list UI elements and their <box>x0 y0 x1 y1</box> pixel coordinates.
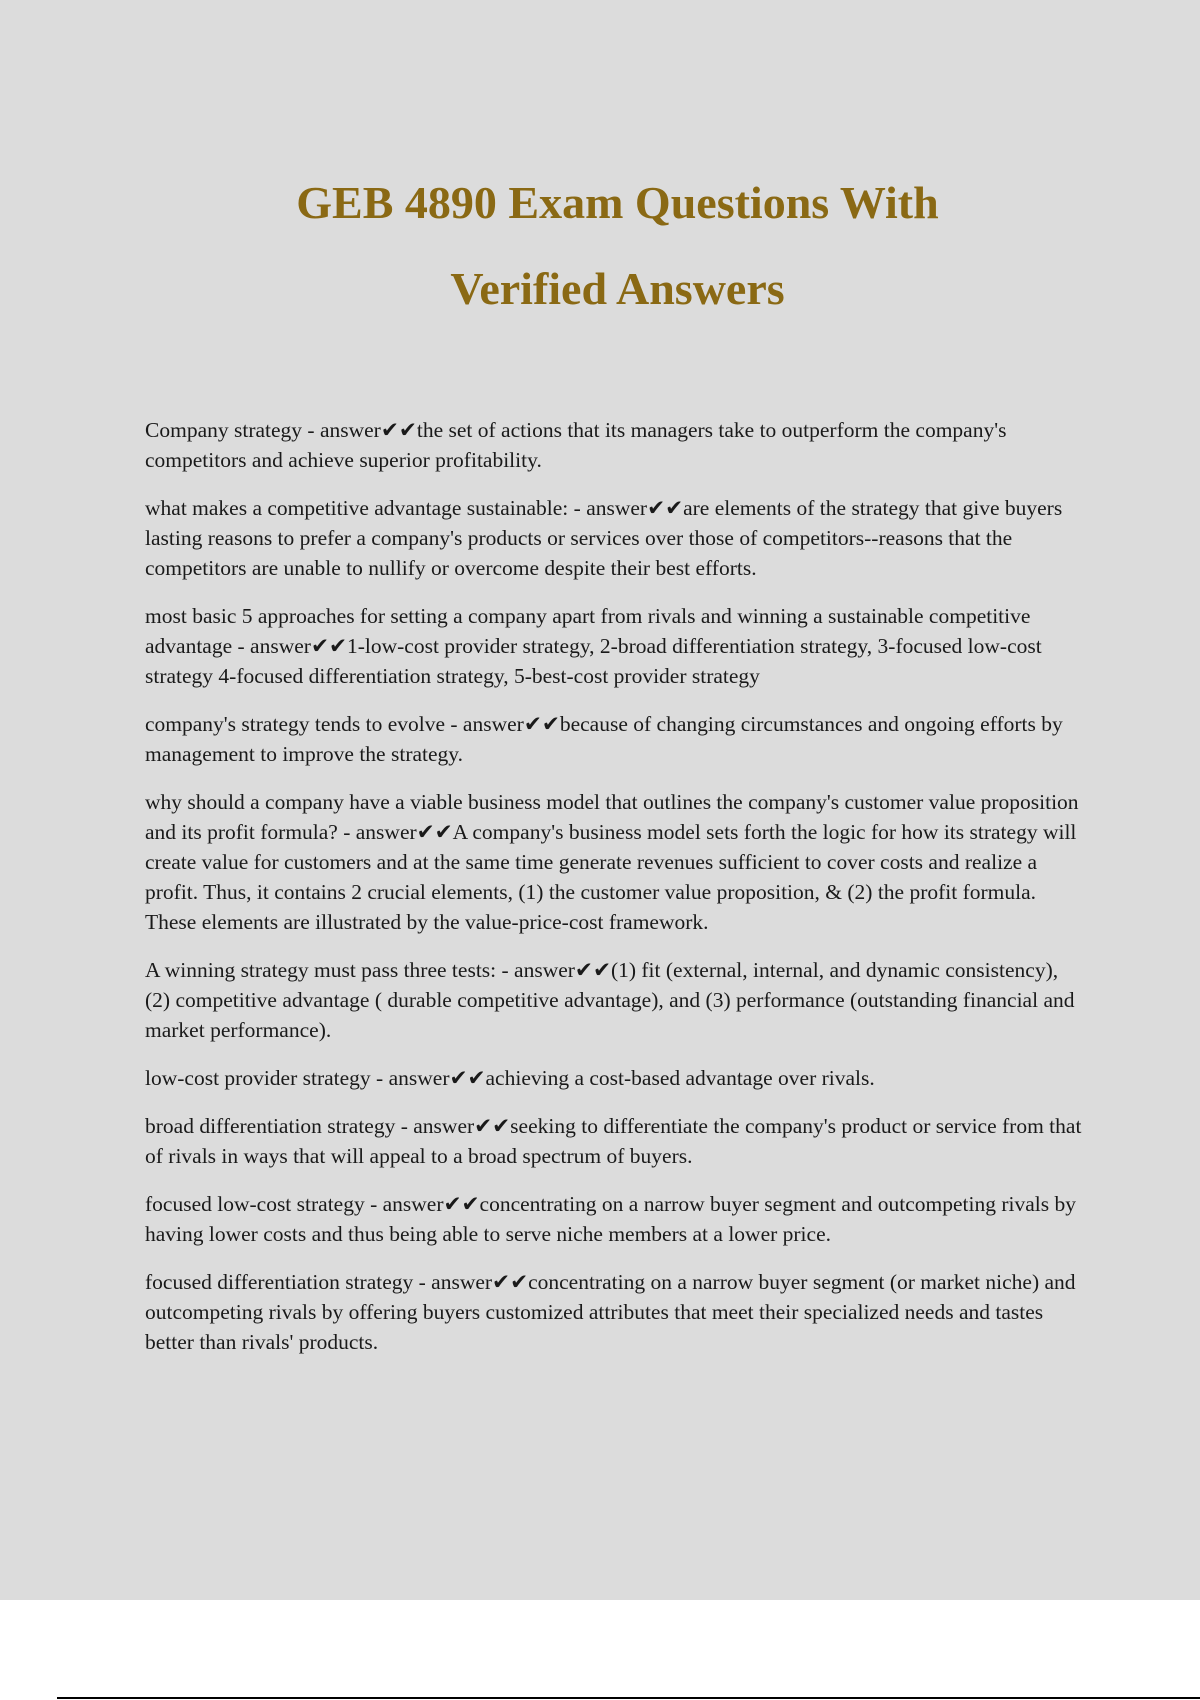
qa-entry: company's strategy tends to evolve - answer✔✔because of changing circumstances and ongoing efforts by management to improve the strategy. <box>145 712 1063 766</box>
qa-entry: focused differentiation strategy - answer✔✔concentrating on a narrow buyer segment (or market niche) and outcompeting rivals by offering buyers customized attributes that meet their specialized needs and tastes better than rivals' products. <box>145 1270 1076 1354</box>
qa-entry: focused low-cost strategy - answer✔✔concentrating on a narrow buyer segment and outcompeting rivals by having lower costs and thus being able to serve niche members at a lower price. <box>145 1192 1076 1246</box>
qa-entry: why should a company have a viable business model that outlines the company's customer value proposition and its profit formula? - answer✔✔A company's business model sets forth the logic for how its strategy will create value for customers and at the same time generate revenues sufficient to cover costs and realize a profit. Thus, it contains 2 crucial elements, (1) the customer value proposition, & (2) the profit formula. These elements are illustrated by the value-price-cost framework. <box>145 790 1079 934</box>
title-line-1: GEB 4890 Exam Questions With <box>296 177 939 228</box>
qa-entry: broad differentiation strategy - answer✔✔seeking to differentiate the company's product or service from that of rivals in ways that will appeal to a broad spectrum of buyers. <box>145 1114 1082 1168</box>
footer-divider <box>57 1697 1200 1699</box>
qa-list <box>145 415 1085 1375</box>
qa-entry: A winning strategy must pass three tests: - answer✔✔(1) fit (external, internal, and dynamic consistency), (2) competitive advantage ( durable competitive advantage), and (3) performance (outstanding financial and market performance). <box>145 958 1075 1042</box>
qa-entry: most basic 5 approaches for setting a company apart from rivals and winning a sustainable competitive advantage - answer✔✔1-low-cost provider strategy, 2-broad differentiation strategy, 3-focused low-cost strategy 4-focused differentiation strategy, 5-best-cost provider strategy <box>145 604 1042 688</box>
page-title <box>0 160 1200 332</box>
qa-entry: Company strategy - answer✔✔the set of actions that its managers take to outperform the company's competitors and achieve superior profitability. <box>145 418 1007 472</box>
title-line-2: Verified Answers <box>450 263 785 314</box>
qa-entry: low-cost provider strategy - answer✔✔achieving a cost-based advantage over rivals. <box>145 1066 875 1090</box>
qa-entry: what makes a competitive advantage sustainable: - answer✔✔are elements of the strategy that give buyers lasting reasons to prefer a company's products or services over those of competitors--reasons that the competitors are unable to nullify or overcome despite their best efforts. <box>145 496 1063 580</box>
